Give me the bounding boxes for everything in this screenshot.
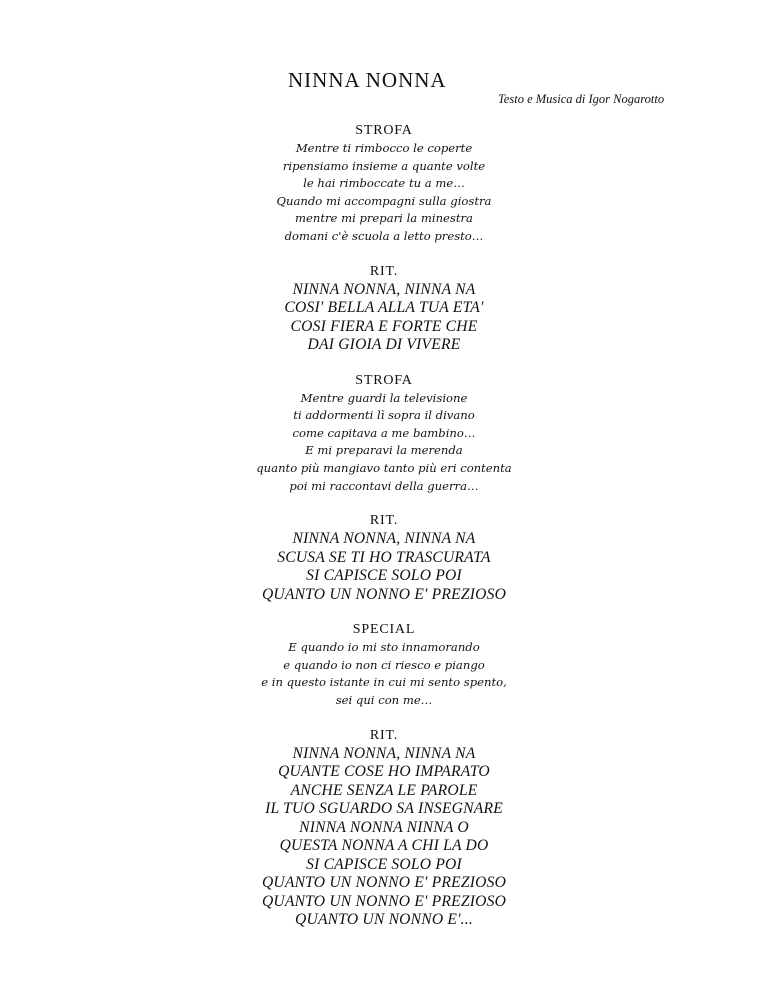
section-heading: STROFA xyxy=(355,372,413,388)
section-heading: RIT. xyxy=(369,263,399,279)
section-heading: STROFA xyxy=(355,123,413,138)
lyric-line: QUANTE COSE HO IMPARATO xyxy=(278,763,490,780)
lyric-line: e quando io non ci riesco e piango xyxy=(283,657,485,672)
chorus-section xyxy=(0,727,768,930)
lyric-line: NINNA NONNA NINNA O xyxy=(299,818,469,836)
section-heading: SPECIAL xyxy=(352,622,416,638)
lyric-line: NINNA NONNA, NINNA NA xyxy=(292,530,476,548)
section-heading: RIT. xyxy=(369,727,399,743)
song-title: NINNA NONNA xyxy=(288,68,447,92)
lyric-line: Mentre ti rimbocco le coperte xyxy=(295,141,473,155)
section-heading: RIT. xyxy=(369,513,399,529)
lyric-line: QUESTA NONNA A CHI LA DO xyxy=(279,837,489,854)
lyric-line: Quando mi accompagni sulla giostra xyxy=(276,193,492,208)
lyric-line: COSI FIERA E FORTE CHE xyxy=(290,317,478,335)
lyric-line: Mentre guardi la televisione xyxy=(300,390,468,405)
lyric-line: quanto più mangiavo tanto più eri contenta xyxy=(256,460,512,475)
lyric-line: sei qui con me… xyxy=(335,692,433,707)
verse-section xyxy=(0,621,768,709)
lyric-line: e in questo istante in cui mi sento spento, xyxy=(261,675,507,690)
chorus-section xyxy=(0,512,768,604)
lyrics-body xyxy=(0,122,768,947)
lyric-line: mentre mi prepari la minestra xyxy=(295,211,473,226)
lyric-line: QUANTO UN NONNO E'... xyxy=(295,911,473,928)
lyric-line: come capitava a me bambino… xyxy=(292,425,476,440)
lyric-line: IL TUO SGUARDO SA INSEGNARE xyxy=(265,800,503,817)
song-credits: Testo e Musica di Igor Nogarotto xyxy=(498,92,665,106)
lyric-line: poi mi raccontavi della guerra… xyxy=(289,478,479,493)
lyric-line: E quando io mi sto innamorando xyxy=(288,640,480,655)
verse-section xyxy=(0,122,768,246)
lyric-line: SCUSA SE TI HO TRASCURATA xyxy=(277,548,491,566)
lyric-line: ANCHE SENZA LE PAROLE xyxy=(290,781,478,799)
verse-section xyxy=(0,372,768,496)
lyric-line: E mi preparavi la merenda xyxy=(305,443,463,458)
lyric-line: COSI' BELLA ALLA TUA ETA' xyxy=(284,299,484,317)
lyric-line: ti addormenti lì sopra il divano xyxy=(293,408,475,423)
lyric-line: SI CAPISCE SOLO POI xyxy=(306,855,462,873)
lyric-line: NINNA NONNA, NINNA NA xyxy=(292,280,476,298)
lyric-line: domani c'è scuola a letto presto… xyxy=(284,228,484,243)
lyric-line: ripensiamo insieme a quante volte xyxy=(282,158,486,173)
lyric-line: SI CAPISCE SOLO POI xyxy=(306,567,462,585)
chorus-section xyxy=(0,263,768,355)
lyric-line: QUANTO UN NONNO E' PREZIOSO xyxy=(261,892,507,910)
lyric-line: DAI GIOIA DI VIVERE xyxy=(307,336,461,354)
lyric-line: NINNA NONNA, NINNA NA xyxy=(292,744,476,762)
lyric-line: le hai rimboccate tu a me… xyxy=(303,176,465,191)
lyric-line: QUANTO UN NONNO E' PREZIOSO xyxy=(261,585,507,603)
lyric-line: QUANTO UN NONNO E' PREZIOSO xyxy=(261,874,507,891)
